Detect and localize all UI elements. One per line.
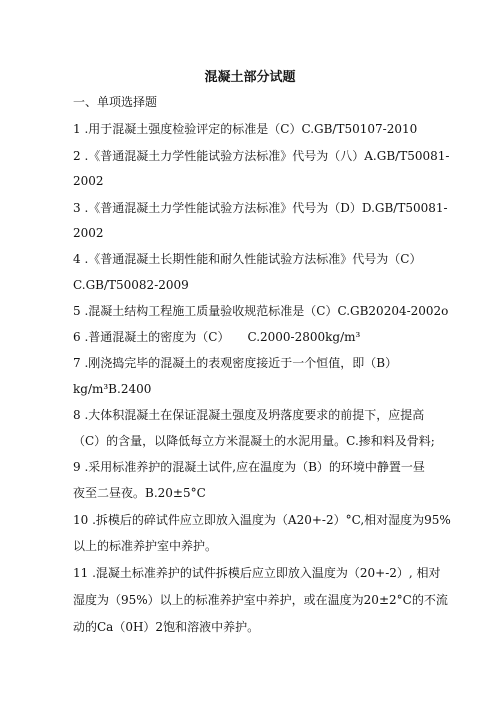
page-title: 混凝土部分试题 — [204, 70, 296, 85]
text-line: 2002 — [73, 226, 104, 240]
text-line: 以上的标准养护室中养护。 — [73, 539, 218, 553]
text-line: 6 .普通混凝土的密度为（C） C.2000-2800kg/m³ — [73, 330, 361, 344]
text-line: 9 .采用标准养护的混凝土试件,应在温度为（B）的环境中静置一昼 — [73, 460, 425, 474]
text-line: 湿度为（95%）以上的标准养护室中养护，或在温度为20±2°C的不流 — [73, 593, 448, 607]
text-line: 7 .刚浇捣完毕的混凝土的表观密度接近于一个恒值，即（B） — [73, 356, 398, 370]
text-line: 1 .用于混凝土强度检验评定的标准是（C）C.GB/T50107-2010 — [73, 122, 418, 136]
text-line: 11 .混凝土标准养护的试件拆模后应立即放入温度为（20+-2）, 相对 — [73, 566, 441, 580]
text-line: 2002 — [73, 174, 104, 188]
text-line: 夜至二昼夜。B.20±5°C — [73, 486, 206, 500]
text-line: 5 .混凝土结构工程施工质量验收规范标准是（C）C.GB20204-2002o — [73, 304, 449, 318]
text-line: 8 .大体积混凝土在保证混凝土强度及坍落度要求的前提下，应提高 — [73, 408, 425, 422]
text-line: kg/m³B.2400 — [73, 382, 152, 396]
text-line: （C）的含量，以降低每立方米混凝土的水泥用量。C.掺和料及骨料; — [73, 434, 435, 448]
text-line: 3 .《普通混凝土力学性能试验方法标准》代号为（D）D.GB/T50081- — [73, 201, 448, 215]
text-line: C.GB/T50082-2009 — [73, 278, 189, 292]
text-line: 动的Ca（0H）2饱和溶液中养护。 — [73, 620, 260, 634]
text-line: 4 .《普通混凝土长期性能和耐久性能试验方法标准》代号为（C） — [73, 252, 422, 266]
section-heading: 一、单项选择题 — [73, 95, 158, 109]
text-line: 10 .拆模后的碎试件应立即放入温度为（A20+-2）°C,相对湿度为95% — [73, 513, 451, 527]
text-line: 2 .《普通混凝土力学性能试验方法标准》代号为（八）A.GB/T50081- — [73, 149, 450, 163]
